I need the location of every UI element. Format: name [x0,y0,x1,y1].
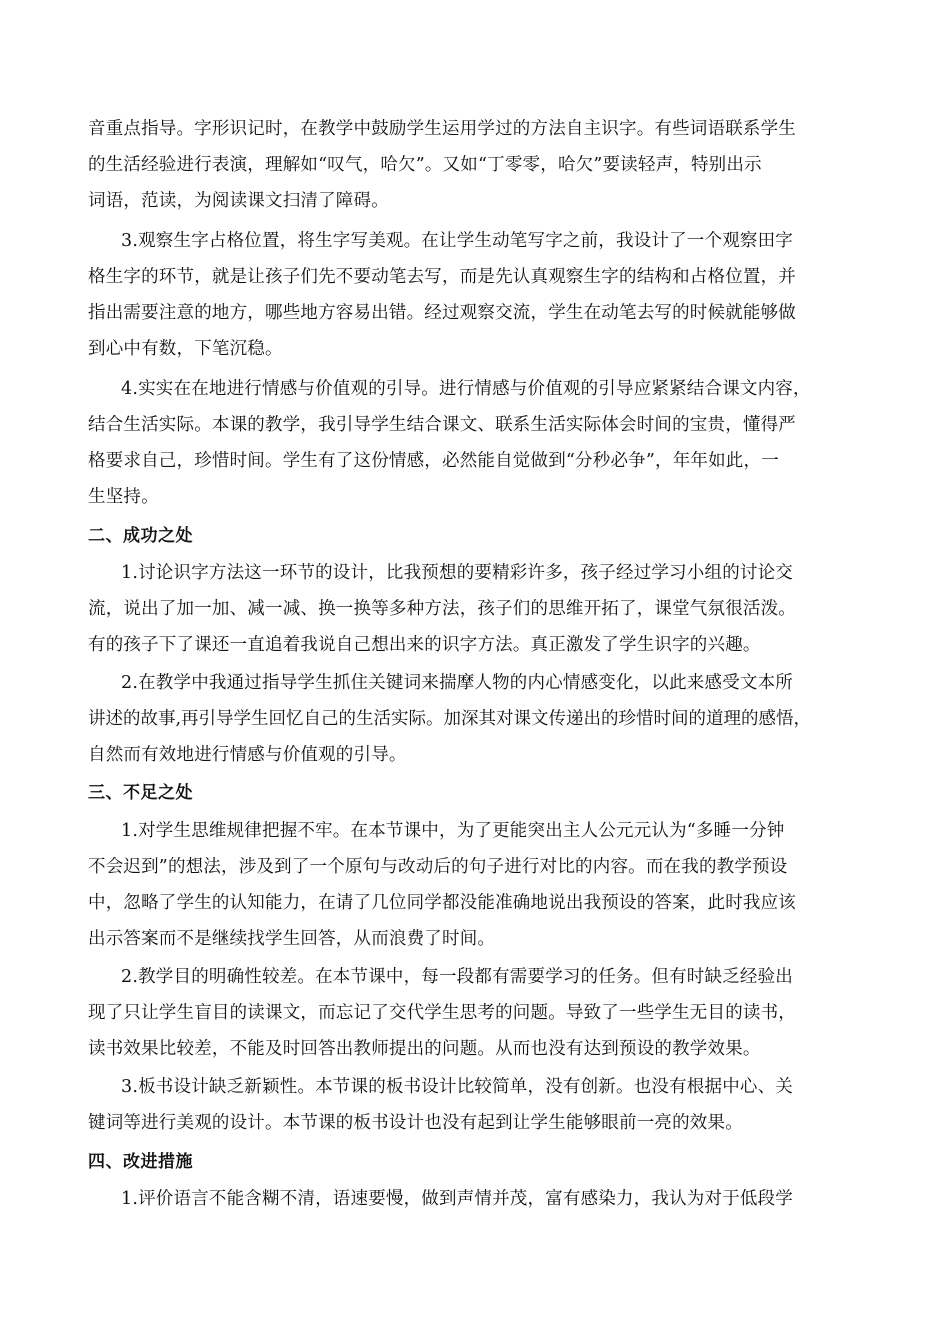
paragraph-line: 到心中有数，下笔沉稳。 [88,339,283,359]
paragraph-line: 音重点指导。字形识记时，在教学中鼓励学生运用学过的方法自主识字。有些词语联系学生 [88,119,796,139]
paragraph-line: 流，说出了加一加、减一减、换一换等多种方法，孩子们的思维开拓了，课堂气氛很活泼。 [88,599,796,619]
paragraph-line: 3.观察生字占格位置，将生字写美观。在让学生动笔写字之前，我设计了一个观察田字 [121,231,793,251]
paragraph-line: 格要求自己，珍惜时间。学生有了这份情感，必然能自觉做到“分秒必争”，年年如此，一 [88,451,779,471]
paragraph-line: 中，忽略了学生的认知能力，在请了几位同学都没能准确地说出我预设的答案，此时我应该 [88,893,796,913]
paragraph-line: 的生活经验进行表演，理解如“叹气，哈欠”。又如“丁零零，哈欠”要读轻声，特别出示 [88,155,762,175]
section-heading-shortcomings: 三、不足之处 [88,783,193,803]
paragraph-line: 结合生活实际。本课的教学，我引导学生结合课文、联系生活实际体会时间的宝贵，懂得严 [88,415,796,435]
paragraph-line: 现了只让学生盲目的读课文，而忘记了交代学生思考的问题。导致了一些学生无目的读书， [88,1003,796,1023]
paragraph-line: 读书效果比较差，不能及时回答出教师提出的问题。从而也没有达到预设的教学效果。 [88,1039,761,1059]
paragraph-line: 1.讨论识字方法这一环节的设计，比我预想的要精彩许多，孩子经过学习小组的讨论交 [121,563,793,583]
paragraph-line: 生坚持。 [88,487,159,507]
paragraph-line: 自然而有效地进行情感与价值观的引导。 [88,745,407,765]
paragraph-line: 格生字的环节，就是让孩子们先不要动笔去写，而是先认真观察生字的结构和占格位置，并 [88,267,796,287]
paragraph-line: 不会迟到”的想法，涉及到了一个原句与改动后的句子进行对比的内容。而在我的教学预设 [88,857,788,877]
paragraph-line: 4.实实在在地进行情感与价值观的引导。进行情感与价值观的引导应紧紧结合课文内容， [121,379,811,399]
paragraph-line: 讲述的故事,再引导学生回忆自己的生活实际。加深其对课文传递出的珍惜时间的道理的感悟， [88,709,812,729]
paragraph-line: 1.评价语言不能含糊不清，语速要慢，做到声情并茂，富有感染力，我认为对于低段学 [121,1189,793,1209]
paragraph-line: 1.对学生思维规律把握不牢。在本节课中，为了更能突出主人公元元认为“多睡一分钟 [121,821,785,841]
paragraph-line: 指出需要注意的地方，哪些地方容易出错。经过观察交流，学生在动笔去写的时候就能够做 [88,303,796,323]
paragraph-line: 有的孩子下了课还一直追着我说自己想出来的识字方法。真正激发了学生识字的兴趣。 [88,635,761,655]
paragraph-line: 2.在教学中我通过指导学生抓住关键词来揣摩人物的内心情感变化，以此来感受文本所 [121,673,793,693]
paragraph-line: 3.板书设计缺乏新颖性。本节课的板书设计比较简单，没有创新。也没有根据中心、关 [121,1077,793,1097]
section-heading-improvements: 四、改进措施 [88,1152,193,1172]
paragraph-line: 出示答案而不是继续找学生回答，从而浪费了时间。 [88,929,496,949]
paragraph-line: 2.教学目的明确性较差。在本节课中，每一段都有需要学习的任务。但有时缺乏经验出 [121,967,793,987]
section-heading-success: 二、成功之处 [88,526,193,546]
paragraph-line: 词语，范读，为阅读课文扫清了障碍。 [88,191,389,211]
paragraph-line: 键词等进行美观的设计。本节课的板书设计也没有起到让学生能够眼前一亮的效果。 [88,1113,743,1133]
